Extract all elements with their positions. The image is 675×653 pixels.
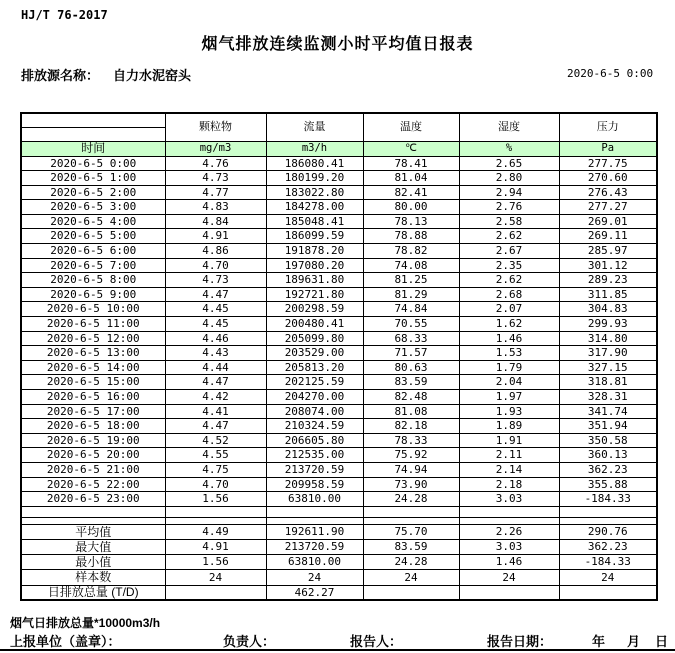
value-cell: 304.83 [559,302,657,317]
value-cell: 186080.41 [266,156,363,171]
value-cell: 4.45 [165,302,266,317]
summary-value-cell: 3.03 [459,539,559,554]
value-cell: 317.90 [559,346,657,361]
time-cell: 2020-6-5 11:00 [21,317,165,332]
time-column-header: 时间 [21,141,165,156]
time-cell: 2020-6-5 16:00 [21,390,165,405]
report-date-label: 报告日期： [487,634,553,649]
time-cell: 2020-6-5 18:00 [21,419,165,434]
source-label: 排放源名称： [21,68,100,83]
value-cell: 4.45 [165,317,266,332]
summary-value-cell: -184.33 [559,555,657,570]
value-cell: 277.75 [559,156,657,171]
report-datetime: 2020-6-5 0:00 [567,67,654,80]
value-cell: 1.53 [459,346,559,361]
summary-value-cell: 1.56 [165,555,266,570]
table-row [21,448,657,463]
value-cell: 203529.00 [266,346,363,361]
unit-header-row [21,141,657,156]
value-cell: 206605.80 [266,433,363,448]
header-row-top [21,113,657,127]
value-cell: 1.79 [459,360,559,375]
value-cell: 68.33 [363,331,459,346]
value-cell: 1.91 [459,433,559,448]
col-header-pressure: 压力 [559,113,657,141]
value-cell: 209958.59 [266,477,363,492]
value-cell: 2.04 [459,375,559,390]
value-cell: 4.83 [165,200,266,215]
unit-flow: m3/h [266,141,363,156]
summary-label: 日排放总量 (T/D) [21,585,165,600]
table-row [21,433,657,448]
value-cell: 2.62 [459,273,559,288]
value-cell: 2.07 [459,302,559,317]
value-cell: 2.62 [459,229,559,244]
value-cell: 301.12 [559,258,657,273]
value-cell: 318.81 [559,375,657,390]
value-cell: 2.76 [459,200,559,215]
value-cell: 208074.00 [266,404,363,419]
value-cell: 2.68 [459,287,559,302]
table-row [21,200,657,215]
summary-value-cell: 362.23 [559,539,657,554]
value-cell: 4.52 [165,433,266,448]
summary-row [21,555,657,570]
value-cell: 78.33 [363,433,459,448]
value-cell: 82.41 [363,185,459,200]
value-cell: 4.47 [165,419,266,434]
time-cell: 2020-6-5 9:00 [21,287,165,302]
day-label: 日 [655,634,669,649]
value-cell: 1.46 [459,331,559,346]
value-cell: 269.11 [559,229,657,244]
value-cell: 185048.41 [266,214,363,229]
summary-label: 样本数 [21,570,165,585]
year-label: 年 [592,634,606,649]
value-cell: 4.73 [165,273,266,288]
table-row [21,492,657,507]
table-row [21,346,657,361]
value-cell: 351.94 [559,419,657,434]
table-row [21,214,657,229]
summary-value-cell: 4.91 [165,539,266,554]
time-cell: 2020-6-5 4:00 [21,214,165,229]
time-cell: 2020-6-5 13:00 [21,346,165,361]
summary-value-cell: 24 [165,570,266,585]
table-row [21,171,657,186]
value-cell: 4.47 [165,287,266,302]
value-cell: 4.44 [165,360,266,375]
summary-row [21,570,657,585]
value-cell: 1.97 [459,390,559,405]
value-cell: 78.88 [363,229,459,244]
value-cell: 4.75 [165,462,266,477]
col-header-humidity: 湿度 [459,113,559,141]
value-cell: 83.59 [363,375,459,390]
value-cell: 210324.59 [266,419,363,434]
table-row [21,229,657,244]
summary-value-cell: 1.46 [459,555,559,570]
value-cell: 4.43 [165,346,266,361]
time-cell: 2020-6-5 3:00 [21,200,165,215]
table-row [21,390,657,405]
time-cell: 2020-6-5 7:00 [21,258,165,273]
value-cell: 78.41 [363,156,459,171]
value-cell: 2.67 [459,244,559,259]
value-cell: 4.46 [165,331,266,346]
time-cell: 2020-6-5 0:00 [21,156,165,171]
value-cell: 328.31 [559,390,657,405]
value-cell: 80.00 [363,200,459,215]
summary-row [21,585,657,600]
summary-value-cell: 24 [266,570,363,585]
value-cell: 4.42 [165,390,266,405]
value-cell: 2.11 [459,448,559,463]
value-cell: 311.85 [559,287,657,302]
standard-code: HJ/T 76-2017 [21,8,108,22]
value-cell: 24.28 [363,492,459,507]
col-header-particulate: 颗粒物 [165,113,266,141]
value-cell: 2.80 [459,171,559,186]
value-cell: 191878.20 [266,244,363,259]
value-cell: 276.43 [559,185,657,200]
value-cell: 80.63 [363,360,459,375]
time-cell: 2020-6-5 1:00 [21,171,165,186]
value-cell: 70.55 [363,317,459,332]
value-cell: 184278.00 [266,200,363,215]
time-cell: 2020-6-5 20:00 [21,448,165,463]
unit-humidity: % [459,141,559,156]
value-cell: 71.57 [363,346,459,361]
value-cell: 75.92 [363,448,459,463]
unit-pressure: Pa [559,141,657,156]
summary-value-cell: 83.59 [363,539,459,554]
value-cell: 1.89 [459,419,559,434]
summary-label: 最大值 [21,539,165,554]
value-cell: 4.84 [165,214,266,229]
value-cell: 4.76 [165,156,266,171]
value-cell: 2.65 [459,156,559,171]
value-cell: 360.13 [559,448,657,463]
summary-value-cell: 462.27 [266,585,363,600]
value-cell: 1.56 [165,492,266,507]
summary-label: 最小值 [21,555,165,570]
value-cell: 285.97 [559,244,657,259]
value-cell: -184.33 [559,492,657,507]
value-cell: 200480.41 [266,317,363,332]
value-cell: 2.14 [459,462,559,477]
summary-value-cell [459,585,559,600]
summary-value-cell: 24 [459,570,559,585]
value-cell: 82.18 [363,419,459,434]
value-cell: 4.73 [165,171,266,186]
table-row [21,244,657,259]
value-cell: 3.03 [459,492,559,507]
summary-value-cell [363,585,459,600]
time-cell: 2020-6-5 14:00 [21,360,165,375]
report-title: 烟气排放连续监测小时平均值日报表 [201,36,474,53]
table-row [21,419,657,434]
summary-value-cell [559,585,657,600]
time-cell: 2020-6-5 23:00 [21,492,165,507]
value-cell: 205813.20 [266,360,363,375]
time-cell: 2020-6-5 12:00 [21,331,165,346]
value-cell: 183022.80 [266,185,363,200]
value-cell: 212535.00 [266,448,363,463]
table-row [21,258,657,273]
summary-value-cell: 24 [559,570,657,585]
table-row [21,317,657,332]
value-cell: 4.41 [165,404,266,419]
value-cell: 289.23 [559,273,657,288]
value-cell: 4.86 [165,244,266,259]
value-cell: 81.08 [363,404,459,419]
value-cell: 362.23 [559,462,657,477]
summary-value-cell: 290.76 [559,524,657,539]
time-cell: 2020-6-5 17:00 [21,404,165,419]
value-cell: 4.47 [165,375,266,390]
col-header-flow: 流量 [266,113,363,141]
reporting-unit-label: 上报单位（盖章）： [10,634,121,649]
value-cell: 355.88 [559,477,657,492]
header-blank-cell-top [21,113,165,127]
summary-value-cell: 2.26 [459,524,559,539]
subheader [0,65,675,81]
footnote: 烟气日排放总量*10000m3/h [10,616,161,630]
table-row [21,156,657,171]
value-cell: 205099.80 [266,331,363,346]
table-row [21,185,657,200]
summary-value-cell: 213720.59 [266,539,363,554]
value-cell: 73.90 [363,477,459,492]
summary-value-cell: 4.49 [165,524,266,539]
value-cell: 270.60 [559,171,657,186]
value-cell: 327.15 [559,360,657,375]
unit-particulate: mg/m3 [165,141,266,156]
signature-row [0,631,675,647]
table-row [21,360,657,375]
value-cell: 81.29 [363,287,459,302]
source-name: 自力水泥窑头 [113,68,192,83]
value-cell: 197080.20 [266,258,363,273]
time-cell: 2020-6-5 19:00 [21,433,165,448]
value-cell: 4.91 [165,229,266,244]
value-cell: 314.80 [559,331,657,346]
summary-row [21,524,657,539]
value-cell: 74.84 [363,302,459,317]
summary-value-cell: 75.70 [363,524,459,539]
value-cell: 341.74 [559,404,657,419]
time-cell: 2020-6-5 8:00 [21,273,165,288]
value-cell: 186099.59 [266,229,363,244]
table-row [21,287,657,302]
spacer-row [21,506,657,517]
value-cell: 81.04 [363,171,459,186]
summary-row [21,539,657,554]
summary-value-cell: 24 [363,570,459,585]
table-row [21,302,657,317]
time-cell: 2020-6-5 10:00 [21,302,165,317]
value-cell: 299.93 [559,317,657,332]
summary-label: 平均值 [21,524,165,539]
value-cell: 269.01 [559,214,657,229]
value-cell: 78.82 [363,244,459,259]
value-cell: 202125.59 [266,375,363,390]
table-row [21,331,657,346]
time-cell: 2020-6-5 15:00 [21,375,165,390]
responsible-person-label: 负责人： [223,634,276,649]
value-cell: 2.58 [459,214,559,229]
summary-value-cell [165,585,266,600]
value-cell: 4.70 [165,258,266,273]
value-cell: 350.58 [559,433,657,448]
value-cell: 2.18 [459,477,559,492]
value-cell: 180199.20 [266,171,363,186]
value-cell: 78.13 [363,214,459,229]
spacer-row [21,517,657,524]
value-cell: 1.93 [459,404,559,419]
table-row [21,404,657,419]
hourly-report-table [20,112,658,601]
header-blank-cell-bottom [21,127,165,141]
col-header-temperature: 温度 [363,113,459,141]
value-cell: 74.94 [363,462,459,477]
time-cell: 2020-6-5 21:00 [21,462,165,477]
value-cell: 1.62 [459,317,559,332]
value-cell: 74.08 [363,258,459,273]
value-cell: 4.70 [165,477,266,492]
value-cell: 204270.00 [266,390,363,405]
value-cell: 81.25 [363,273,459,288]
value-cell: 63810.00 [266,492,363,507]
bottom-rule [0,649,675,651]
value-cell: 82.48 [363,390,459,405]
time-cell: 2020-6-5 22:00 [21,477,165,492]
value-cell: 200298.59 [266,302,363,317]
value-cell: 277.27 [559,200,657,215]
table-row [21,273,657,288]
emission-source [21,65,191,84]
month-label: 月 [627,634,641,649]
value-cell: 2.35 [459,258,559,273]
time-cell: 2020-6-5 5:00 [21,229,165,244]
summary-value-cell: 192611.90 [266,524,363,539]
table-row [21,462,657,477]
table-row [21,477,657,492]
reporter-label: 报告人： [350,634,403,649]
summary-value-cell: 63810.00 [266,555,363,570]
value-cell: 192721.80 [266,287,363,302]
value-cell: 4.77 [165,185,266,200]
value-cell: 2.94 [459,185,559,200]
unit-temperature: ℃ [363,141,459,156]
time-cell: 2020-6-5 6:00 [21,244,165,259]
value-cell: 189631.80 [266,273,363,288]
summary-value-cell: 24.28 [363,555,459,570]
value-cell: 213720.59 [266,462,363,477]
time-cell: 2020-6-5 2:00 [21,185,165,200]
table-row [21,375,657,390]
value-cell: 4.55 [165,448,266,463]
